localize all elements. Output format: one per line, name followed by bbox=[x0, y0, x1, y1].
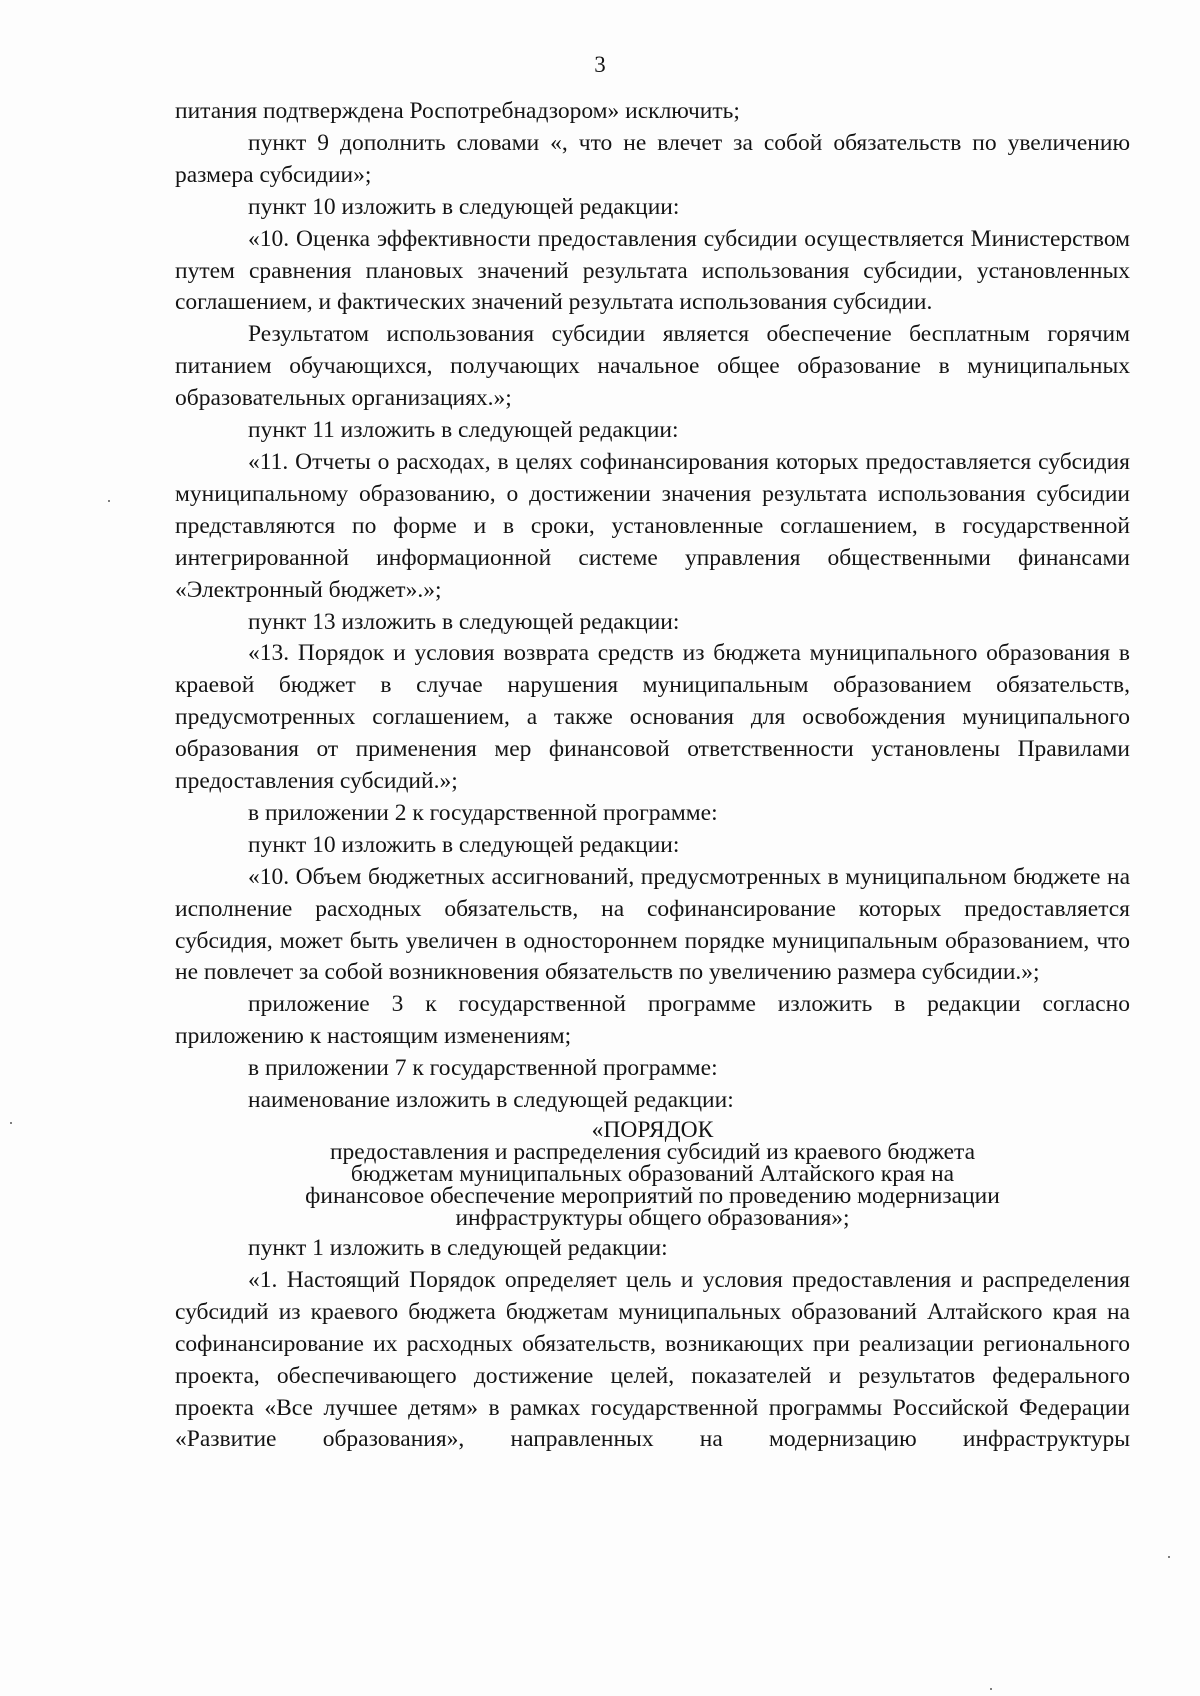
paragraph: пункт 9 дополнить словами «, что не влечет за собой обязательств по увеличению размера субсидии»; bbox=[175, 129, 1130, 188]
paragraph: пункт 13 изложить в следующей редакции: bbox=[248, 608, 680, 635]
scan-speck bbox=[1168, 1556, 1170, 1558]
scan-speck bbox=[990, 1688, 992, 1690]
paragraph: пункт 10 изложить в следующей редакции: bbox=[248, 193, 680, 220]
paragraph: в приложении 2 к государственной программе: bbox=[248, 799, 718, 826]
paragraph: пункт 11 изложить в следующей редакции: bbox=[248, 417, 679, 444]
paragraph: наименование изложить в следующей редакции: bbox=[248, 1087, 734, 1114]
paragraph: Результатом использования субсидии является обеспечение бесплатным горячим питанием обучающихся, получающих начальное общее образование в муниципальных образовательных организациях.»; bbox=[175, 321, 1130, 412]
page-number: 3 bbox=[594, 52, 606, 77]
title-line: бюджетам муниципальных образований Алтайского края на bbox=[350, 1161, 955, 1187]
title-block bbox=[175, 1117, 1130, 1233]
paragraph: пункт 10 изложить в следующей редакции: bbox=[248, 831, 680, 858]
paragraph: «1. Настоящий Порядок определяет цель и условия предоставления и распределения субсидий из краевого бюджета бюджетам муниципальных образований Алтайского края на софинансирование их расходных обязательств, возникающих при реализации регионального проекта, обеспечивающего достижение целей, показателей и результатов федерального проекта «Все лучшее детям» в рамках государственной программы Российской Федерации «Развитие образования», направленных на модернизацию инфраструктуры bbox=[175, 1266, 1130, 1453]
title-heading: «ПОРЯДОК bbox=[591, 1117, 714, 1143]
scan-speck bbox=[108, 500, 110, 502]
document-body bbox=[175, 96, 1130, 1456]
title-line: предоставления и распределения субсидий из краевого бюджета bbox=[329, 1139, 976, 1165]
paragraph: «10. Объем бюджетных ассигнований, предусмотренных в муниципальном бюджете на исполнение расходных обязательств, на софинансирование которых предоставляется субсидия, может быть увеличен в одностороннем порядке муниципальным образованием, что не повлечет за собой возникновения обязательств по увеличению размера субсидии.»; bbox=[175, 863, 1130, 986]
scan-speck bbox=[10, 1122, 12, 1124]
paragraph: приложение 3 к государственной программе изложить в редакции согласно приложению к настоящим изменениям; bbox=[175, 991, 1130, 1050]
title-line: финансовое обеспечение мероприятий по проведению модернизации bbox=[305, 1183, 1000, 1209]
title-line: инфраструктуры общего образования»; bbox=[455, 1205, 850, 1231]
paragraph: «11. Отчеты о расходах, в целях софинансирования которых предоставляется субсидия муниципальному образованию, о достижении значения результата использования субсидии представляются по форме и в сроки, установленные соглашением, в государственной интегрированной информационной системе управления общественными финансами «Электронный бюджет».»; bbox=[175, 448, 1130, 603]
paragraph: «13. Порядок и условия возврата средств из бюджета муниципального образования в краевой бюджет в случае нарушения муниципальным образованием обязательств, предусмотренных соглашением, а также основания для освобождения муниципального образования от применения мер финансовой ответственности установлены Правилами предоставления субсидий.»; bbox=[175, 640, 1130, 795]
paragraph: пункт 1 изложить в следующей редакции: bbox=[248, 1235, 668, 1261]
paragraph: «10. Оценка эффективности предоставления субсидии осуществляется Министерством путем сравнения плановых значений результата использования субсидии, установленных соглашением, и фактических значений результата использования субсидии. bbox=[175, 225, 1130, 316]
paragraph: в приложении 7 к государственной программе: bbox=[248, 1055, 718, 1082]
paragraph: питания подтверждена Роспотребнадзором» исключить; bbox=[175, 98, 740, 124]
